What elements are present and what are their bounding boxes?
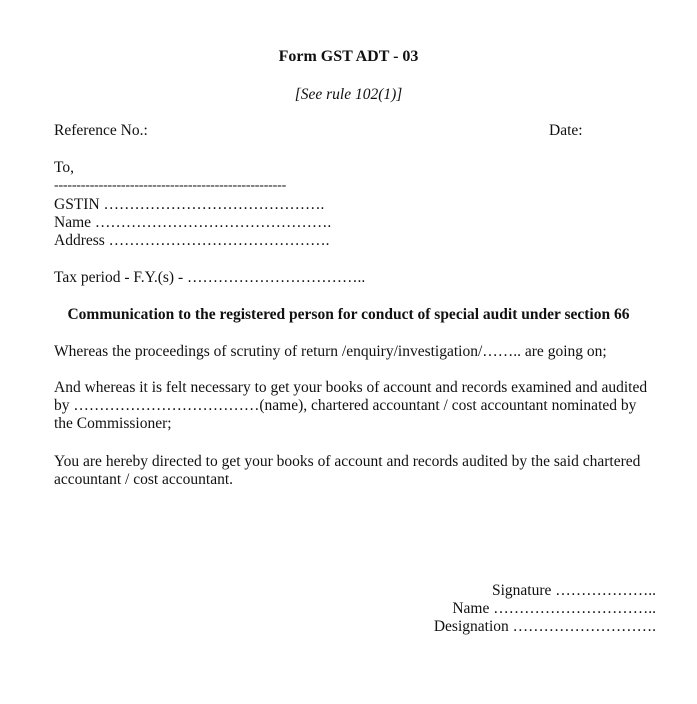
address-field: Address ……………………………………. — [54, 232, 330, 249]
rule-reference: [See rule 102(1)] — [294, 86, 403, 103]
name-field: Name ………………………………………. — [54, 214, 332, 231]
gstin-field: GSTIN ……………………………………. — [54, 196, 325, 213]
paragraph-necessity-line-2: by ………………………………(name), chartered accountant / cost accountant nominated by — [54, 397, 637, 414]
communication-heading: Communication to the registered person for conduct of special audit under section 66 — [67, 306, 630, 323]
paragraph-proceedings: Whereas the proceedings of scrutiny of return /enquiry/investigation/…….. are going on; — [54, 343, 607, 360]
date-label: Date: — [549, 122, 583, 139]
signature-field: Signature ……………….. — [491, 582, 656, 599]
designation-field: Designation ………………………. — [433, 618, 656, 635]
paragraph-direction-line-1: You are hereby directed to get your books of account and records audited by the said chartered — [54, 453, 641, 470]
reference-number-label: Reference No.: — [54, 122, 148, 139]
paragraph-necessity-line-1: And whereas it is felt necessary to get your books of account and records examined and audited — [54, 379, 648, 396]
to-label: To, — [54, 159, 75, 176]
tax-period-field: Tax period - F.Y.(s) - …………………………….. — [54, 269, 366, 286]
paragraph-direction-line-2: accountant / cost accountant. — [54, 471, 234, 488]
separator-line: ---------------------------------------------------- — [54, 178, 287, 193]
signatory-name-field: Name ………………………….. — [452, 600, 656, 617]
form-title: Form GST ADT - 03 — [278, 48, 419, 65]
paragraph-necessity-line-3: the Commissioner; — [54, 415, 172, 432]
